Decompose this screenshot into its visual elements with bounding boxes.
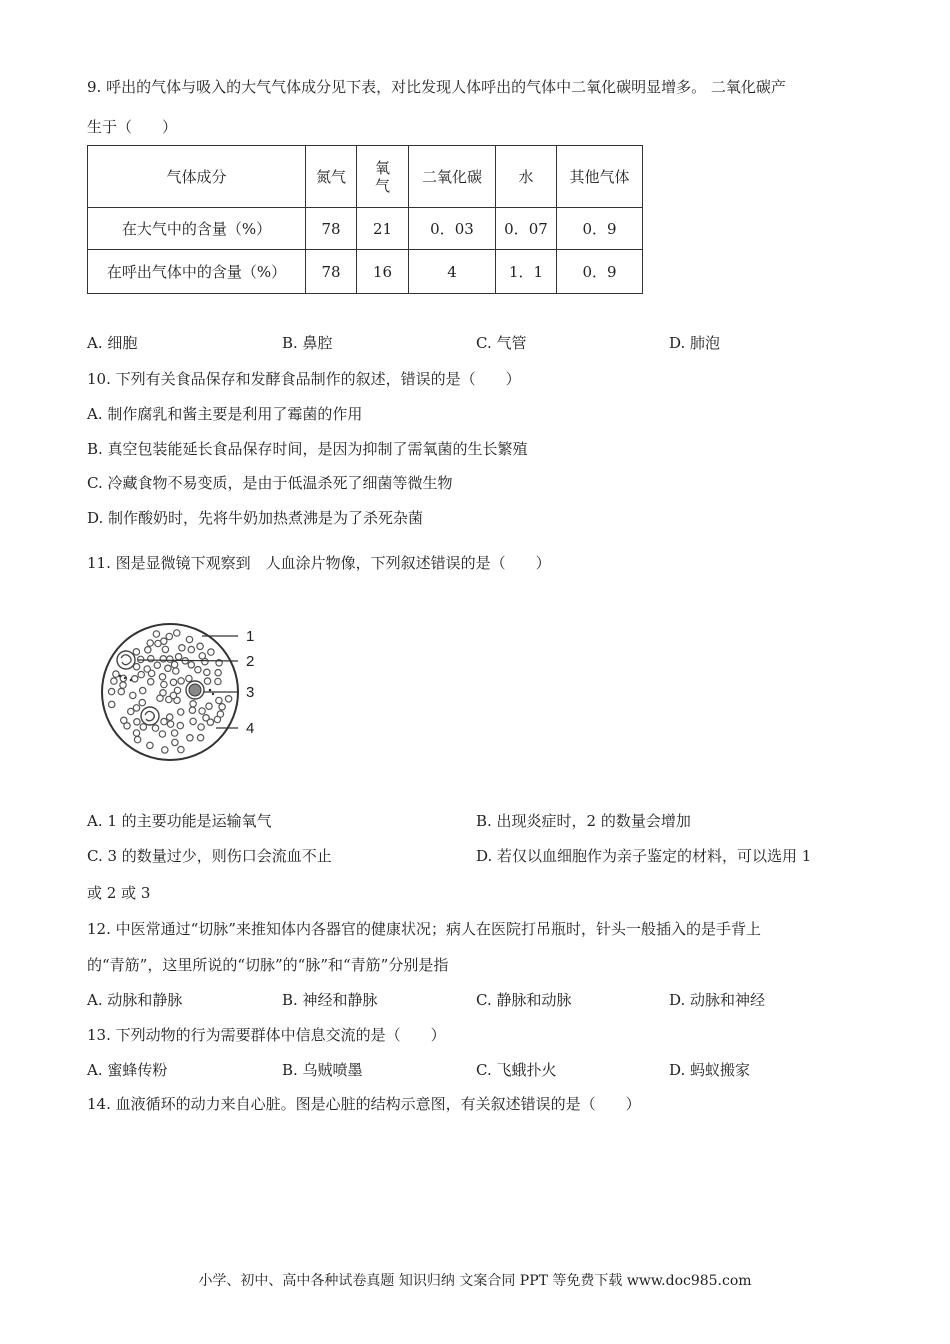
table-header-cell (357, 146, 409, 208)
q12-option-c[interactable]: C. 静脉和动脉 (476, 991, 572, 1009)
red-blood-cell (120, 682, 126, 688)
red-blood-cell (157, 695, 163, 701)
gas-composition-table (87, 145, 643, 294)
red-blood-cell (199, 708, 205, 714)
red-blood-cell (199, 653, 205, 659)
red-blood-cell (178, 709, 184, 715)
red-blood-cell (190, 701, 196, 707)
red-blood-cell (134, 736, 140, 742)
figure-labels (246, 628, 254, 737)
red-blood-cell (206, 703, 212, 709)
q9-option-b[interactable]: B. 鼻腔 (282, 334, 333, 352)
q10-option-a[interactable]: A. 制作腐乳和酱主要是利用了霉菌的作用 (87, 405, 363, 423)
q9-stem-line1: 9. 呼出的气体与吸入的大气气体成分见下表，对比发现人体呼出的气体中二氧化碳明显增多。 二氧化碳产 (87, 78, 786, 96)
q12-option-d[interactable]: D. 动脉和神经 (669, 991, 766, 1009)
red-blood-cell (108, 688, 114, 694)
q9-option-a[interactable]: A. 细胞 (87, 334, 138, 352)
table-row (88, 250, 643, 294)
table-cell: 0．03 (409, 208, 496, 250)
lymphocyte-icon (186, 681, 204, 699)
red-blood-cell (178, 746, 184, 752)
red-blood-cell (188, 662, 194, 668)
red-blood-cell (172, 739, 178, 745)
red-blood-cell (170, 692, 176, 698)
red-blood-cell (177, 722, 183, 728)
q14-stem: 14. 血液循环的动力来自心脏。图是心脏的结构示意图，有关叙述错误的是（ ） (87, 1095, 641, 1113)
red-blood-cell (147, 640, 153, 646)
table-header-cell: 水 (496, 146, 557, 208)
figure-label-1: 1 (246, 628, 255, 645)
table-row-label: 在呼出气体中的含量（%） (88, 250, 306, 294)
red-blood-cell (145, 647, 151, 653)
red-blood-cell (215, 678, 221, 684)
red-blood-cell (130, 692, 136, 698)
red-blood-cell (197, 735, 203, 741)
page-footer: 小学、初中、高中各种试卷真题 知识归纳 文案合同 PPT 等免费下载 www.doc985.com (198, 1273, 752, 1289)
q10-option-b[interactable]: B. 真空包装能延长食品保存时间，是因为抑制了需氧菌的生长繁殖 (87, 440, 528, 458)
table-cell: 0．9 (557, 250, 643, 294)
table-cell: 21 (357, 208, 409, 250)
red-blood-cell (159, 674, 165, 680)
red-blood-cell (140, 687, 146, 693)
red-blood-cell (152, 725, 158, 731)
q12-option-b[interactable]: B. 神经和静脉 (282, 991, 378, 1009)
table-cell: 1．1 (496, 250, 557, 294)
red-blood-cell (162, 646, 168, 652)
red-blood-cell (159, 731, 165, 737)
white-blood-cell-icon (117, 651, 135, 669)
red-blood-cell (111, 678, 117, 684)
table-header-cell: 氮气 (306, 146, 357, 208)
table-cell: 78 (306, 250, 357, 294)
q11-option-d-continued: 或 2 或 3 (87, 884, 151, 902)
red-blood-cell (190, 718, 196, 724)
table-row (88, 208, 643, 250)
red-blood-cell (133, 705, 139, 711)
red-blood-cell (118, 688, 124, 694)
figure-label-4: 4 (246, 720, 255, 737)
red-blood-cell (174, 630, 180, 636)
table-cell: 0．07 (496, 208, 557, 250)
q13-option-a[interactable]: A. 蜜蜂传粉 (87, 1061, 168, 1079)
q13-option-c[interactable]: C. 飞蛾扑火 (476, 1061, 557, 1079)
q11-stem: 11. 图是显微镜下观察到 人血涂片物像，下列叙述错误的是（ ） (87, 554, 551, 572)
red-blood-cell (154, 662, 160, 668)
table-cell: 16 (357, 250, 409, 294)
red-blood-cell (113, 671, 119, 677)
red-blood-cell (178, 678, 184, 684)
table-cell: 78 (306, 208, 357, 250)
red-blood-cell (198, 724, 204, 730)
table-cell: 4 (409, 250, 496, 294)
red-blood-cell (167, 721, 173, 727)
red-blood-cell (132, 676, 138, 682)
red-blood-cell (195, 667, 201, 673)
table-cell: 0．9 (557, 208, 643, 250)
blood-smear-figure (98, 620, 268, 772)
red-blood-cell (153, 631, 159, 637)
red-blood-cell (148, 656, 154, 662)
q13-stem: 13. 下列动物的行为需要群体中信息交流的是（ ） (87, 1026, 446, 1044)
red-blood-cell (216, 697, 222, 703)
q11-option-b[interactable]: B. 出现炎症时，2 的数量会增加 (476, 812, 691, 830)
q12-option-a[interactable]: A. 动脉和静脉 (87, 991, 183, 1009)
red-blood-cell (161, 718, 167, 724)
red-blood-cell (173, 668, 179, 674)
red-blood-cell (140, 724, 146, 730)
red-blood-cell (147, 742, 153, 748)
oxygen-char-2: 气 (374, 176, 390, 195)
table-header-cell: 二氧化碳 (409, 146, 496, 208)
figure-label-3: 3 (246, 684, 255, 701)
q12-stem-line2: 的“青筋”，这里所说的“切脉”的“脉”和“青筋”分别是指 (87, 956, 449, 974)
q9-stem-line2: 生于（ ） (87, 118, 178, 136)
red-blood-cell (171, 730, 177, 736)
red-blood-cell (162, 747, 168, 753)
red-blood-cell (179, 645, 185, 651)
red-blood-cell (133, 730, 139, 736)
figure-label-2: 2 (246, 653, 255, 670)
q10-option-c[interactable]: C. 冷藏食物不易变质，是由于低温杀死了细菌等微生物 (87, 474, 453, 492)
red-blood-cell (225, 696, 231, 702)
q13-option-b[interactable]: B. 乌贼喷墨 (282, 1061, 363, 1079)
table-header-cell: 其他气体 (557, 146, 643, 208)
red-blood-cell (139, 699, 145, 705)
red-blood-cell (148, 679, 154, 685)
q9-option-c[interactable]: C. 气管 (476, 334, 527, 352)
red-blood-cell (133, 649, 139, 655)
q10-option-d[interactable]: D. 制作酸奶时，先将牛奶加热煮沸是为了杀死杂菌 (87, 509, 424, 527)
table-header-cell: 气体成分 (88, 146, 306, 208)
q11-option-d[interactable]: D. 若仅以血细胞作为亲子鉴定的材料，可以选用 1 (476, 847, 812, 865)
red-blood-cell (207, 719, 213, 725)
red-blood-cell (219, 704, 225, 710)
red-blood-cell (204, 669, 210, 675)
red-blood-cell (109, 701, 115, 707)
red-blood-cell (144, 666, 150, 672)
white-blood-cell-icon (141, 707, 159, 725)
red-blood-cell (215, 670, 221, 676)
q11-option-a[interactable]: A. 1 的主要功能是运输氧气 (87, 812, 272, 830)
red-blood-cell (138, 671, 144, 677)
red-blood-cell (197, 643, 203, 649)
red-blood-cell (121, 717, 127, 723)
red-blood-cell (204, 678, 210, 684)
red-blood-cell (134, 719, 140, 725)
red-blood-cell (208, 649, 214, 655)
red-blood-cell (167, 714, 173, 720)
red-blood-cell (138, 656, 144, 662)
red-blood-cell (171, 661, 177, 667)
table-header-row (88, 146, 643, 208)
oxygen-char-1: 氧 (374, 158, 390, 177)
q12-stem-line1: 12. 中医常通过“切脉”来推知体内各器官的健康状况；病人在医院打吊瓶时，针头一般插入的是手背上 (87, 920, 761, 938)
red-blood-cell (214, 716, 220, 722)
red-blood-cell (188, 646, 194, 652)
q13-option-d[interactable]: D. 蚂蚁搬家 (669, 1061, 751, 1079)
red-blood-cell (155, 640, 161, 646)
red-blood-cell (170, 679, 176, 685)
q10-stem: 10. 下列有关食品保存和发酵食品制作的叙述，错误的是（ ） (87, 370, 521, 388)
red-blood-cell (175, 654, 181, 660)
q9-option-d[interactable]: D. 肺泡 (669, 334, 721, 352)
red-blood-cell (166, 633, 172, 639)
red-blood-cell (186, 636, 192, 642)
red-blood-cell (161, 681, 167, 687)
red-blood-cell (187, 735, 193, 741)
q11-option-c[interactable]: C. 3 的数量过少，则伤口会流血不止 (87, 847, 332, 865)
red-blood-cell (167, 656, 173, 662)
red-blood-cell (189, 707, 195, 713)
red-blood-cell (186, 675, 192, 681)
red-blood-cell (160, 656, 166, 662)
table-row-label: 在大气中的含量（%） (88, 208, 306, 250)
red-blood-cell (165, 665, 171, 671)
